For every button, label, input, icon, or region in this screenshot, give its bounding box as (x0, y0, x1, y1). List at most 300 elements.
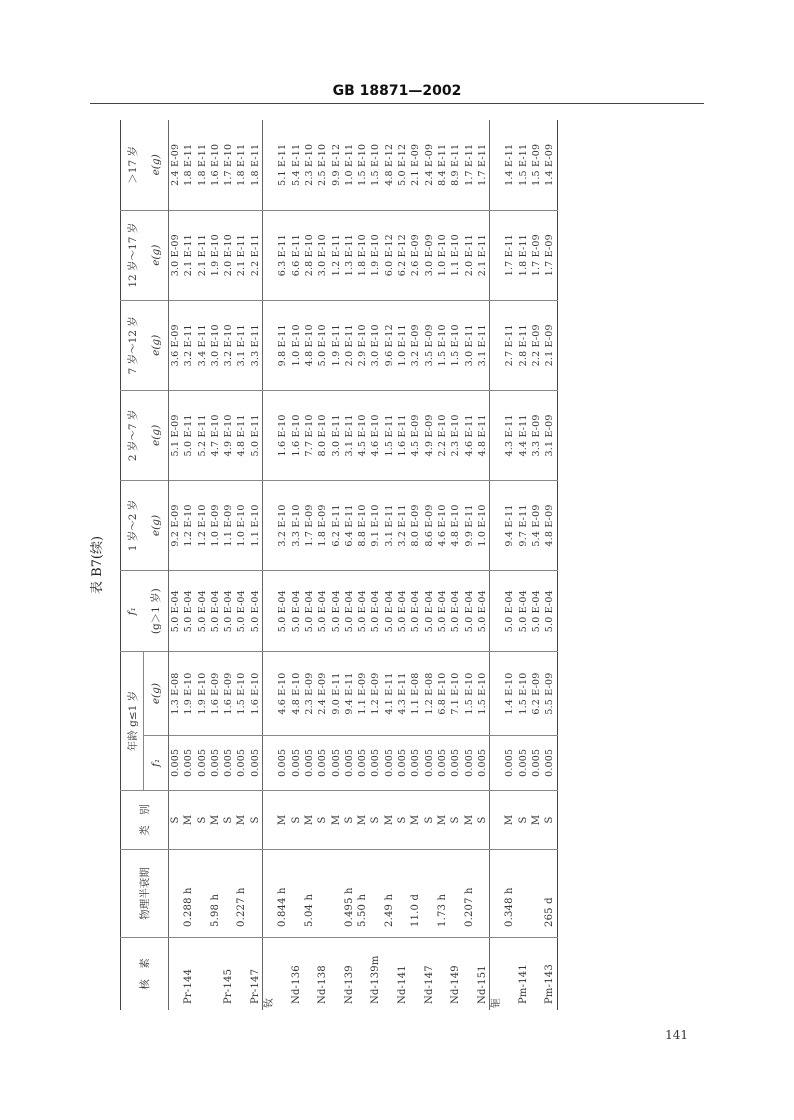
table-row (196, 120, 209, 1010)
value-cell-e12: 1.0 E-09 (209, 480, 222, 570)
value-cell-e1: 1.4 E-10 (503, 652, 516, 736)
value-cell-e1217: 6.2 E-12 (396, 210, 409, 300)
half-life-cell (517, 850, 530, 938)
value-cell-e17: 1.8 E-11 (183, 143, 195, 186)
value-cell-e17: 8.4 E-11 (436, 143, 448, 186)
value-cell-e1217: 1.7 E-09 (543, 210, 557, 300)
table-row (396, 120, 409, 1010)
value-cell-f1: 0.005 (330, 735, 343, 790)
nuclide-cell (276, 937, 289, 1010)
half-life-cell: 0.844 h (276, 850, 289, 938)
header-age-1-2: 1 岁～2 岁 (121, 480, 144, 570)
header-eg-7-12: e(g) (144, 300, 169, 390)
table-row (235, 120, 248, 1010)
value-cell-f1: 0.005 (356, 735, 369, 790)
value-cell-f1b: 5.0 E-04 (169, 571, 183, 652)
empty-cell (263, 652, 277, 736)
value-cell-e27: 4.6 E-10 (369, 390, 382, 480)
value-cell-e12: 4.8 E-10 (449, 480, 462, 570)
value-cell-e712: 1.0 E-10 (290, 300, 303, 390)
class-cell: M (436, 790, 449, 849)
value-cell-e712: 3.2 E-10 (222, 300, 235, 390)
value-cell-e17: 5.4 E-11 (290, 143, 302, 186)
value-cell-e17: 5.1 E-11 (277, 143, 289, 186)
value-cell-e12: 8.8 E-10 (356, 480, 369, 570)
header-age-12-17: 12 岁～17 岁 (121, 210, 144, 300)
value-cell-f1: 0.005 (476, 735, 490, 790)
value-cell-e17: 1.5 E-10 (370, 143, 382, 186)
half-life-cell (369, 850, 382, 938)
value-cell-f1b: 5.0 E-04 (503, 571, 516, 652)
table-row (436, 120, 449, 1010)
header-age-infant: 年龄 g≤1 岁 (121, 652, 144, 790)
value-cell-e712: 4.8 E-10 (303, 300, 316, 390)
header-eg-12-17: e(g) (144, 210, 169, 300)
value-cell-e1: 1.3 E-08 (169, 652, 183, 736)
empty-cell (490, 210, 504, 300)
value-cell-e1: 7.1 E-10 (449, 652, 462, 736)
value-cell-f1: 0.005 (530, 735, 543, 790)
value-cell-e27: 4.4 E-11 (517, 390, 530, 480)
value-cell-f1b: 5.0 E-04 (303, 571, 316, 652)
value-cell-f1b: 5.0 E-04 (463, 571, 476, 652)
empty-cell (263, 790, 277, 849)
value-cell-e12: 3.2 E-10 (276, 480, 289, 570)
nuclide-cell (303, 937, 316, 1010)
value-cell-e12: 1.8 E-09 (316, 480, 329, 570)
value-cell-f1: 0.005 (463, 735, 476, 790)
value-cell-e1217: 2.0 E-11 (463, 210, 476, 300)
nuclide-cell (356, 937, 369, 1010)
value-cell-e712: 3.4 E-11 (196, 300, 209, 390)
value-cell-e12: 9.9 E-11 (463, 480, 476, 570)
value-cell-e1217: 6.0 E-12 (383, 210, 396, 300)
value-cell-e27: 4.9 E-09 (423, 390, 436, 480)
half-life-cell: 0.495 h (343, 850, 356, 938)
value-cell-e27: 8.0 E-10 (316, 390, 329, 480)
value-cell-f1: 0.005 (249, 735, 263, 790)
value-cell-e27: 3.1 E-11 (343, 390, 356, 480)
value-cell-e712: 3.0 E-10 (369, 300, 382, 390)
empty-cell (263, 120, 277, 210)
value-cell-e17: 1.5 E-09 (531, 143, 543, 186)
value-cell-e27: 5.2 E-11 (196, 390, 209, 480)
value-cell-f1: 0.005 (503, 735, 516, 790)
value-cell-f1b: 5.0 E-04 (530, 571, 543, 652)
value-cell-e1217: 3.0 E-09 (423, 210, 436, 300)
value-cell-e712: 3.1 E-11 (476, 300, 490, 390)
value-cell-f1: 0.005 (303, 735, 316, 790)
value-cell-e712: 5.0 E-10 (316, 300, 329, 390)
value-cell-f1b: 5.0 E-04 (423, 571, 436, 652)
value-cell-e1217: 1.9 E-10 (369, 210, 382, 300)
value-cell-e17: 2.5 E-10 (317, 143, 329, 186)
value-cell-e1: 1.6 E-09 (222, 652, 235, 736)
value-cell-e1: 9.4 E-11 (343, 652, 356, 736)
element-group-row (490, 120, 504, 1010)
empty-cell (490, 790, 504, 849)
nuclide-cell: Nd-151 (476, 937, 490, 1010)
value-cell-e12: 3.3 E-10 (290, 480, 303, 570)
table-row (423, 120, 436, 1010)
half-life-cell: 0.227 h (235, 850, 248, 938)
value-cell-e12: 9.2 E-09 (169, 480, 183, 570)
value-cell-e1217: 1.8 E-11 (517, 210, 530, 300)
value-cell-e17: 1.5 E-10 (357, 143, 369, 186)
value-cell-e712: 2.9 E-10 (356, 300, 369, 390)
value-cell-e27: 1.6 E-11 (396, 390, 409, 480)
header-eg-infant: e(g) (144, 652, 169, 736)
value-cell-f1: 0.005 (369, 735, 382, 790)
value-cell-f1b: 5.0 E-04 (249, 571, 263, 652)
header-f1: f₁ (144, 735, 169, 790)
value-cell-e12: 9.7 E-11 (517, 480, 530, 570)
header-age-2-7: 2 岁～7 岁 (121, 390, 144, 480)
value-cell-e27: 5.0 E-11 (249, 390, 263, 480)
value-cell-e17: 1.8 E-11 (196, 143, 208, 186)
nuclide-cell (209, 937, 222, 1010)
value-cell-e1: 1.1 E-08 (409, 652, 422, 736)
value-cell-f1b: 5.0 E-04 (476, 571, 490, 652)
half-life-cell (530, 850, 543, 938)
value-cell-e712: 3.0 E-11 (463, 300, 476, 390)
class-cell: S (249, 790, 263, 849)
value-cell-e27: 3.3 E-09 (530, 390, 543, 480)
half-life-cell: 11.0 d (409, 850, 422, 938)
class-cell: S (517, 790, 530, 849)
value-cell-e1217: 2.1 E-11 (196, 210, 209, 300)
value-cell-e12: 1.0 E-10 (235, 480, 248, 570)
value-cell-e27: 4.7 E-10 (209, 390, 222, 480)
value-cell-e27: 4.6 E-11 (463, 390, 476, 480)
value-cell-e1: 1.2 E-08 (423, 652, 436, 736)
value-cell-f1: 0.005 (409, 735, 422, 790)
value-cell-e17: 8.9 E-11 (450, 143, 462, 186)
value-cell-e712: 2.1 E-09 (543, 300, 557, 390)
value-cell-e1: 1.5 E-10 (235, 652, 248, 736)
value-cell-e712: 2.8 E-11 (517, 300, 530, 390)
value-cell-e1: 5.5 E-09 (543, 652, 557, 736)
value-cell-f1: 0.005 (196, 735, 209, 790)
value-cell-e12: 9.1 E-10 (369, 480, 382, 570)
value-cell-e17: 1.7 E-11 (463, 143, 475, 186)
half-life-cell: 5.50 h (356, 850, 369, 938)
value-cell-e1: 1.1 E-09 (356, 652, 369, 736)
value-cell-e27: 2.3 E-10 (449, 390, 462, 480)
class-cell: M (235, 790, 248, 849)
empty-cell (263, 480, 277, 570)
value-cell-e12: 9.4 E-11 (503, 480, 516, 570)
value-cell-e712: 2.0 E-11 (343, 300, 356, 390)
value-cell-e12: 5.4 E-09 (530, 480, 543, 570)
half-life-cell (290, 850, 303, 938)
nuclide-cell: Pr-144 (182, 937, 195, 1010)
value-cell-e1217: 1.7 E-11 (503, 210, 516, 300)
header-f1-condition: (g＞1 岁) (144, 571, 169, 652)
value-cell-e17: 5.0 E-12 (397, 143, 409, 186)
value-cell-e1217: 3.0 E-09 (169, 210, 183, 300)
value-cell-e712: 1.5 E-10 (449, 300, 462, 390)
table-row (503, 120, 516, 1010)
empty-cell (490, 850, 504, 938)
value-cell-e1217: 1.8 E-10 (356, 210, 369, 300)
value-cell-e712: 3.5 E-09 (423, 300, 436, 390)
value-cell-e12: 1.0 E-10 (476, 480, 490, 570)
half-life-cell: 265 d (543, 850, 557, 938)
table-row (290, 120, 303, 1010)
value-cell-f1: 0.005 (449, 735, 462, 790)
value-cell-e1: 9.0 E-11 (330, 652, 343, 736)
empty-cell (263, 735, 277, 790)
value-cell-f1: 0.005 (169, 735, 183, 790)
value-cell-f1: 0.005 (182, 735, 195, 790)
value-cell-e17: 1.7 E-11 (476, 143, 488, 186)
value-cell-e1: 2.4 E-09 (316, 652, 329, 736)
empty-cell (490, 571, 504, 652)
value-cell-e27: 4.5 E-09 (409, 390, 422, 480)
value-cell-f1b: 5.0 E-04 (449, 571, 462, 652)
value-cell-e712: 2.2 E-09 (530, 300, 543, 390)
table-row (409, 120, 422, 1010)
table-row (303, 120, 316, 1010)
value-cell-e12: 1.1 E-10 (249, 480, 263, 570)
value-cell-e27: 5.0 E-11 (182, 390, 195, 480)
value-cell-f1: 0.005 (383, 735, 396, 790)
class-cell: M (409, 790, 422, 849)
table-row (476, 120, 490, 1010)
nuclide-cell: Nd-141 (396, 937, 409, 1010)
value-cell-e1217: 2.6 E-09 (409, 210, 422, 300)
half-life-cell: 0.348 h (503, 850, 516, 938)
nuclide-cell (383, 937, 396, 1010)
value-cell-f1b: 5.0 E-04 (517, 571, 530, 652)
half-life-cell (196, 850, 209, 938)
value-cell-e1217: 1.7 E-09 (530, 210, 543, 300)
header-f1-older: f₁ (121, 571, 144, 652)
header-class: 类 别 (121, 790, 169, 849)
value-cell-e17: 1.0 E-11 (343, 143, 355, 186)
value-cell-e12: 3.1 E-11 (383, 480, 396, 570)
value-cell-f1b: 5.0 E-04 (235, 571, 248, 652)
table-row (383, 120, 396, 1010)
value-cell-e1: 1.2 E-09 (369, 652, 382, 736)
half-life-cell (316, 850, 329, 938)
value-cell-e1: 4.6 E-10 (276, 652, 289, 736)
value-cell-e12: 1.2 E-10 (182, 480, 195, 570)
value-cell-e17: 2.4 E-09 (169, 120, 183, 210)
value-cell-e27: 2.2 E-10 (436, 390, 449, 480)
value-cell-f1: 0.005 (396, 735, 409, 790)
class-cell: S (169, 790, 183, 849)
table-row (343, 120, 356, 1010)
value-cell-e712: 9.8 E-11 (276, 300, 289, 390)
value-cell-e17: 1.8 E-11 (249, 143, 261, 186)
value-cell-e27: 4.3 E-11 (503, 390, 516, 480)
nuclide-cell: Nd-149 (449, 937, 462, 1010)
value-cell-e1: 1.9 E-10 (196, 652, 209, 736)
half-life-cell (249, 850, 263, 938)
table-row (222, 120, 235, 1010)
value-cell-e17: 1.5 E-11 (517, 143, 529, 186)
nuclide-cell: Pm-143 (543, 937, 557, 1010)
value-cell-e17: 1.4 E-09 (544, 143, 556, 186)
value-cell-f1b: 5.0 E-04 (409, 571, 422, 652)
half-life-cell: 0.288 h (182, 850, 195, 938)
value-cell-e27: 1.6 E-10 (276, 390, 289, 480)
header-nuclide: 核 素 (121, 937, 169, 1010)
empty-cell (263, 850, 277, 938)
value-cell-e27: 1.5 E-11 (383, 390, 396, 480)
value-cell-f1b: 5.0 E-04 (383, 571, 396, 652)
empty-cell (490, 652, 504, 736)
value-cell-f1b: 5.0 E-04 (182, 571, 195, 652)
value-cell-e1217: 2.0 E-10 (222, 210, 235, 300)
value-cell-e1: 1.5 E-10 (463, 652, 476, 736)
class-cell: S (476, 790, 490, 849)
table-row (316, 120, 329, 1010)
table-row (330, 120, 343, 1010)
value-cell-e712: 3.1 E-11 (235, 300, 248, 390)
table-row (517, 120, 530, 1010)
nuclide-cell (196, 937, 209, 1010)
nuclide-cell (530, 937, 543, 1010)
rotated-table-container (90, 120, 692, 1010)
value-cell-e1: 1.6 E-09 (209, 652, 222, 736)
value-cell-e17: 9.9 E-12 (330, 143, 342, 186)
value-cell-e1217: 2.1 E-11 (235, 210, 248, 300)
value-cell-f1: 0.005 (276, 735, 289, 790)
value-cell-e1: 4.1 E-11 (383, 652, 396, 736)
nuclide-cell: Nd-136 (290, 937, 303, 1010)
value-cell-f1b: 5.0 E-04 (316, 571, 329, 652)
nuclide-cell (330, 937, 343, 1010)
nuclide-cell (463, 937, 476, 1010)
value-cell-f1b: 5.0 E-04 (436, 571, 449, 652)
value-cell-e27: 5.1 E-09 (169, 390, 183, 480)
value-cell-e27: 4.8 E-11 (235, 390, 248, 480)
empty-cell (490, 390, 504, 480)
value-cell-f1: 0.005 (436, 735, 449, 790)
value-cell-e712: 1.9 E-11 (330, 300, 343, 390)
nuclide-cell (409, 937, 422, 1010)
class-cell: M (209, 790, 222, 849)
value-cell-e27: 3.0 E-11 (330, 390, 343, 480)
empty-cell (490, 735, 504, 790)
value-cell-e1: 2.3 E-09 (303, 652, 316, 736)
half-life-cell (476, 850, 490, 938)
empty-cell (263, 210, 277, 300)
value-cell-e1: 1.5 E-10 (476, 652, 490, 736)
value-cell-e1: 1.9 E-10 (182, 652, 195, 736)
header-age-7-12: 7 岁～12 岁 (121, 300, 144, 390)
value-cell-e12: 6.2 E-11 (330, 480, 343, 570)
table-row (249, 120, 263, 1010)
value-cell-e17: 2.3 E-10 (303, 143, 315, 186)
table-row (463, 120, 476, 1010)
value-cell-e712: 3.2 E-11 (182, 300, 195, 390)
table-row (169, 120, 183, 1010)
value-cell-e712: 1.5 E-10 (436, 300, 449, 390)
header-age-17: ＞17 岁 (126, 145, 139, 184)
empty-cell (263, 300, 277, 390)
nuclide-cell (235, 937, 248, 1010)
page-number: 141 (665, 1028, 688, 1042)
empty-cell (263, 571, 277, 652)
value-cell-e712: 9.6 E-12 (383, 300, 396, 390)
table-row (356, 120, 369, 1010)
nuclide-cell: Nd-139m (369, 937, 382, 1010)
value-cell-e12: 4.6 E-10 (436, 480, 449, 570)
nuclide-cell: Pr-145 (222, 937, 235, 1010)
empty-cell (490, 480, 504, 570)
half-life-cell: 0.207 h (463, 850, 476, 938)
class-cell: S (543, 790, 557, 849)
nuclide-cell: Nd-139 (343, 937, 356, 1010)
header-eg-17: e(g) (144, 120, 169, 210)
value-cell-e27: 4.9 E-10 (222, 390, 235, 480)
value-cell-e1: 6.8 E-10 (436, 652, 449, 736)
value-cell-e1217: 1.0 E-10 (436, 210, 449, 300)
value-cell-e27: 4.8 E-11 (476, 390, 490, 480)
value-cell-f1b: 5.0 E-04 (290, 571, 303, 652)
value-cell-e712: 3.2 E-09 (409, 300, 422, 390)
header-rule (90, 103, 704, 104)
dose-coefficient-table (120, 120, 558, 1010)
standard-code: GB 18871—2002 (332, 83, 462, 99)
value-cell-e1217: 1.1 E-10 (449, 210, 462, 300)
class-cell: M (330, 790, 343, 849)
value-cell-e1: 4.8 E-10 (290, 652, 303, 736)
element-group-label: 钷 (490, 937, 504, 1010)
value-cell-e712: 1.0 E-11 (396, 300, 409, 390)
nuclide-cell (503, 937, 516, 1010)
value-cell-e12: 8.0 E-09 (409, 480, 422, 570)
value-cell-e712: 3.0 E-10 (209, 300, 222, 390)
value-cell-e17: 1.6 E-10 (209, 143, 221, 186)
half-life-cell (423, 850, 436, 938)
class-cell: S (449, 790, 462, 849)
element-group-row (263, 120, 277, 1010)
value-cell-e1217: 3.0 E-10 (316, 210, 329, 300)
class-cell: M (276, 790, 289, 849)
value-cell-e1217: 6.3 E-11 (276, 210, 289, 300)
value-cell-e1: 1.5 E-10 (517, 652, 530, 736)
class-cell: M (303, 790, 316, 849)
value-cell-e17: 1.4 E-11 (504, 143, 516, 186)
table-caption: 表 B7(续) (90, 535, 105, 595)
value-cell-f1b: 5.0 E-04 (330, 571, 343, 652)
value-cell-e17: 1.7 E-10 (223, 143, 235, 186)
value-cell-e1217: 1.3 E-11 (343, 210, 356, 300)
value-cell-e12: 1.7 E-09 (303, 480, 316, 570)
value-cell-e12: 1.2 E-10 (196, 480, 209, 570)
value-cell-e12: 6.4 E-11 (343, 480, 356, 570)
value-cell-f1b: 5.0 E-04 (196, 571, 209, 652)
value-cell-e27: 7.7 E-10 (303, 390, 316, 480)
half-life-cell (396, 850, 409, 938)
value-cell-e1: 1.6 E-10 (249, 652, 263, 736)
value-cell-e1217: 2.1 E-11 (476, 210, 490, 300)
header-half-life: 物理半衰期 (121, 850, 169, 938)
value-cell-e1217: 2.1 E-11 (182, 210, 195, 300)
value-cell-f1: 0.005 (316, 735, 329, 790)
class-cell: S (290, 790, 303, 849)
class-cell: S (196, 790, 209, 849)
value-cell-f1: 0.005 (235, 735, 248, 790)
value-cell-e1217: 2.8 E-10 (303, 210, 316, 300)
value-cell-f1: 0.005 (209, 735, 222, 790)
table-row (182, 120, 195, 1010)
